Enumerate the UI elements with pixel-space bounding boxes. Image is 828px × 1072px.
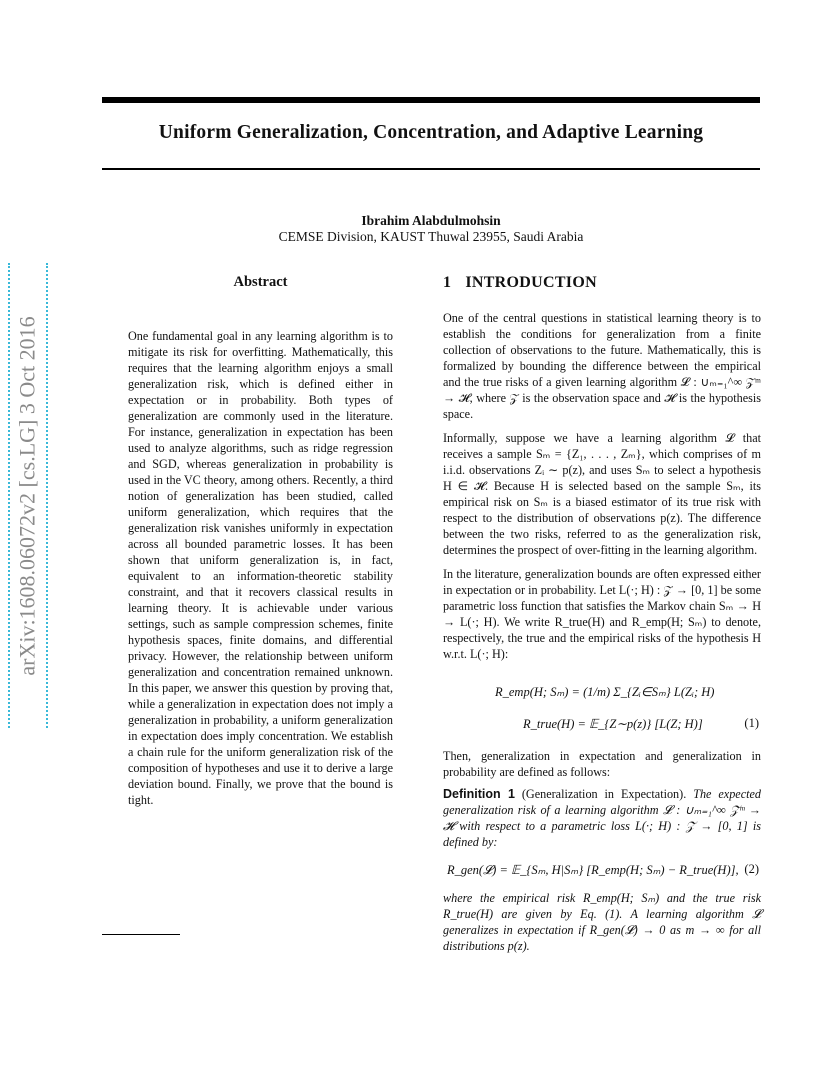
title-rule — [102, 168, 760, 170]
definition-body: The expected generalization risk of a learning algorithm 𝓛 : ∪ₘ₌₁^∞ 𝒵ᵐ → 𝓗 with respect to a parametric loss L(·; H) : 𝒵 → [0, 1] is defined by: — [443, 787, 762, 849]
intro-paragraph-1: One of the central questions in statistical learning theory is to establish the conditions for generalization from a finite collection of observations to the future. Mathematically, this is formalized by bounding the difference between the empirical and the true risks of a given learning algorithm 𝓛 : ∪ₘ₌₁^∞ 𝒵ᵐ → 𝓗, where 𝒵 is the observation space and 𝓗 is the hypothesis space. — [443, 311, 761, 421]
intro-paragraph-2: Informally, suppose we have a learning algorithm 𝓛 that receives a sample Sₘ = {Z₁, . . . , Zₘ}, which comprises of m i.i.d. observations Zᵢ ∼ p(z), and uses Sₘ to select a hypothesis H ∈ 𝓗. Because H is selected based on the sample Sₘ, its empirical risk on Sₘ is a biased estimator of its true risk with respect to the distribution of observations p(z). The difference between the two risks, referred to as the generalization risk, determines the prospect of over-fitting in the learning algorithm. — [443, 431, 761, 557]
abstract-heading: Abstract — [233, 274, 288, 290]
equation-1-line-1: R_emp(H; Sₘ) = (1/m) Σ_{Zᵢ∈Sₘ} L(Zᵢ; H) — [495, 685, 715, 699]
equation-1-number: (1) — [744, 716, 759, 730]
definition-1-tail — [443, 890, 761, 954]
equation-2-body: R_gen(𝓛) = 𝔼_{Sₘ, H|Sₘ} [R_emp(H; Sₘ) − R_true(H)], — [447, 863, 739, 877]
definition-tail-text: where the empirical risk R_emp(H; Sₘ) and the true risk R_true(H) are given by Eq. (1). A learning algorithm 𝓛 generalizes in expectation if R_gen(𝓛) → 0 as m → ∞ for all distributions p(z). — [443, 891, 761, 953]
abstract-body: One fundamental goal in any learning algorithm is to mitigate its risk for overfitting. Mathematically, this requires that the learning algorithm enjoys a small generalization risk, which is defined either in expectation or in probability. Both types of generalization are commonly used in the literature. For instance, generalization in expectation has been used to analyze algorithms, such as ridge regression and SGD, whereas generalization in probability is used in the VC theory, among others. Recently, a third notion of generalization has been studied, called uniform generalization, which requires that the generalization risk vanishes uniformly in expectation across all bounded parametric losses. It has been shown that uniform generalization is, in fact, equivalent to an information-theoretic stability constraint, and that it recovers classical results in learning theory. It is achievable under various settings, such as sample compression schemes, finite hypothesis spaces, finite domains, and differential privacy. However, the relationship between uniform generalization and concentration remained unknown. In this paper, we answer this question by proving that, while a generalization in expectation does not imply a generalization in probability, a uniform generalization in expectation does imply concentration. We establish a chain rule for the uniform generalization risk of the composition of hypotheses and use it to derive a large deviation bound. Finally, we prove that the bound is tight. — [128, 329, 393, 807]
author-affiliation: CEMSE Division, KAUST Thuwal 23955, Saudi Arabia — [278, 229, 584, 244]
definition-label: Definition 1 — [443, 787, 515, 801]
section-title: INTRODUCTION — [465, 274, 597, 291]
top-rule — [102, 97, 760, 103]
equation-2-number: (2) — [744, 862, 759, 876]
left-column — [128, 274, 393, 808]
footnote-rule — [102, 934, 180, 935]
definition-1 — [443, 786, 761, 850]
intro-paragraph-4: Then, generalization in expectation and generalization in probability are defined as follows: — [443, 749, 761, 779]
author-name: Ibrahim Alabdulmohsin — [361, 213, 501, 228]
right-column — [443, 274, 761, 954]
intro-paragraph-3: In the literature, generalization bounds are often expressed either in expectation or in probability. Let L(·; H) : 𝒵 → [0, 1] be some parametric loss function that satisfies the Markov chain Sₘ → H → L(·; H). We write R_true(H) and R_emp(H; Sₘ) to denote, respectively, the true and the empirical risks of the hypothesis H w.r.t. L(·; H): — [443, 567, 761, 661]
section-number: 1 — [443, 274, 452, 291]
section-heading — [443, 274, 761, 292]
equation-1 — [443, 670, 761, 740]
definition-title: (Generalization in Expectation). — [521, 787, 687, 801]
equation-1-line-2: R_true(H) = 𝔼_{Z∼p(z)} [L(Z; H)] — [523, 717, 703, 731]
equation-2 — [443, 856, 761, 884]
arxiv-stamp[interactable] — [8, 263, 48, 728]
paper-title: Uniform Generalization, Concentration, and Adaptive Learning — [158, 122, 704, 143]
arxiv-stamp-text: arXiv:1608.06072v2 [cs.LG] 3 Oct 2016 — [15, 315, 40, 676]
